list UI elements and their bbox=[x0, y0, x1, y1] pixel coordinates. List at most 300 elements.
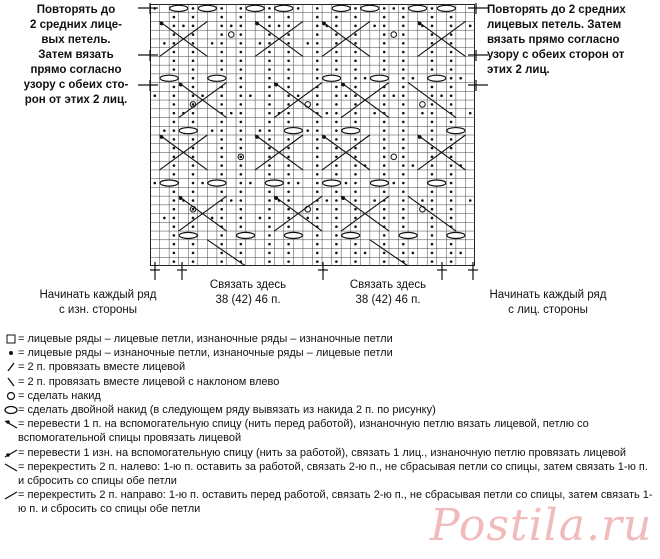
purl-dot bbox=[392, 182, 395, 185]
purl-dot bbox=[220, 164, 223, 167]
purl-dot bbox=[431, 199, 434, 202]
purl-dot bbox=[306, 217, 309, 220]
double-yo-mark bbox=[208, 180, 226, 186]
purl-dot bbox=[450, 51, 453, 54]
legend-row-double-yo bbox=[4, 403, 656, 417]
oval-icon bbox=[4, 403, 18, 417]
purl-dot bbox=[431, 103, 434, 106]
purl-dot bbox=[192, 112, 195, 115]
purl-dot bbox=[335, 33, 338, 36]
double-yo-mark bbox=[208, 75, 226, 81]
purl-dot bbox=[306, 129, 309, 132]
purl-dot bbox=[431, 121, 434, 124]
purl-dot bbox=[240, 217, 243, 220]
purl-dot bbox=[383, 33, 386, 36]
purl-dot bbox=[316, 234, 319, 237]
purl-dot bbox=[240, 147, 243, 150]
purl-dot bbox=[240, 199, 243, 202]
purl-dot bbox=[287, 121, 290, 124]
purl-dot bbox=[287, 42, 290, 45]
purl-dot bbox=[316, 103, 319, 106]
purl-dot bbox=[192, 199, 195, 202]
purl-dot bbox=[431, 33, 434, 36]
purl-dot bbox=[431, 51, 434, 54]
purl-dot bbox=[459, 252, 462, 255]
purl-dot bbox=[268, 138, 271, 141]
purl-dot bbox=[287, 33, 290, 36]
purl-dot bbox=[192, 7, 195, 10]
purl-dot bbox=[431, 94, 434, 97]
legend-row-cross-left bbox=[4, 460, 656, 488]
purl-dot bbox=[469, 25, 472, 28]
purl-dot bbox=[192, 225, 195, 228]
purl-dot bbox=[383, 217, 386, 220]
cross-dot-marker bbox=[160, 135, 164, 139]
purl-dot bbox=[402, 25, 405, 28]
purl-dot bbox=[220, 252, 223, 255]
purl-dot bbox=[173, 68, 176, 71]
purl-dot bbox=[335, 164, 338, 167]
purl-dot bbox=[192, 208, 195, 211]
purl-dot bbox=[373, 112, 376, 115]
purl-dot bbox=[211, 129, 214, 132]
purl-dot bbox=[383, 94, 386, 97]
purl-dot bbox=[220, 208, 223, 211]
purl-dot bbox=[450, 252, 453, 255]
purl-dot bbox=[316, 243, 319, 246]
purl-dot bbox=[240, 68, 243, 71]
purl-dot bbox=[354, 260, 357, 263]
purl-dot bbox=[268, 129, 271, 132]
purl-dot bbox=[431, 112, 434, 115]
purl-dot bbox=[402, 112, 405, 115]
purl-dot bbox=[402, 190, 405, 193]
purl-dot bbox=[335, 252, 338, 255]
purl-dot bbox=[402, 147, 405, 150]
purl-dot bbox=[402, 156, 405, 159]
purl-dot bbox=[192, 25, 195, 28]
purl-dot bbox=[192, 121, 195, 124]
purl-dot bbox=[316, 190, 319, 193]
purl-dot bbox=[431, 138, 434, 141]
purl-dot bbox=[354, 51, 357, 54]
purl-dot bbox=[287, 68, 290, 71]
purl-dot bbox=[316, 121, 319, 124]
double-yo-mark bbox=[198, 5, 216, 11]
purl-dot bbox=[402, 252, 405, 255]
purl-dot bbox=[220, 51, 223, 54]
purl-dot bbox=[354, 59, 357, 62]
purl-dot bbox=[450, 199, 453, 202]
purl-dot bbox=[335, 208, 338, 211]
purl-dot bbox=[354, 68, 357, 71]
purl-dot bbox=[354, 77, 357, 80]
purl-dot bbox=[297, 7, 300, 10]
purl-dot bbox=[383, 243, 386, 246]
purl-dot bbox=[240, 164, 243, 167]
purl-dot bbox=[240, 208, 243, 211]
purl-dot bbox=[192, 252, 195, 255]
purl-dot bbox=[373, 25, 376, 28]
purl-dot bbox=[402, 86, 405, 89]
purl-dot bbox=[450, 103, 453, 106]
purl-dot bbox=[268, 121, 271, 124]
purl-dot bbox=[335, 190, 338, 193]
cross-dot-marker bbox=[179, 83, 183, 87]
double-yo-mark bbox=[275, 5, 293, 11]
purl-dot bbox=[220, 260, 223, 263]
cross-dot-marker bbox=[274, 83, 278, 87]
knit-here-right-label: Связать здесь 38 (42) 46 п. bbox=[349, 279, 427, 306]
cross-dot-marker bbox=[255, 22, 259, 26]
purl-dot bbox=[383, 129, 386, 132]
purl-dot bbox=[450, 42, 453, 45]
purl-dot bbox=[287, 243, 290, 246]
purl-dot bbox=[268, 234, 271, 237]
purl-dot bbox=[316, 173, 319, 176]
purl-dot bbox=[402, 217, 405, 220]
double-yo-mark bbox=[428, 75, 446, 81]
purl-dot bbox=[192, 86, 195, 89]
purl-dot bbox=[240, 25, 243, 28]
purl-dot bbox=[335, 94, 338, 97]
purl-dot bbox=[402, 33, 405, 36]
purl-dot bbox=[240, 59, 243, 62]
purl-dot bbox=[220, 7, 223, 10]
double-yo-mark bbox=[370, 180, 388, 186]
purl-dot bbox=[240, 190, 243, 193]
watermark-logo: Postila.ru bbox=[430, 500, 653, 551]
purl-dot bbox=[383, 25, 386, 28]
legend-text: = сделать двойной накид (в следующем ряду вывязать из накида 2 п. по рисунку) bbox=[18, 404, 436, 417]
purl-dot bbox=[268, 51, 271, 54]
purl-dot bbox=[287, 164, 290, 167]
purl-dot bbox=[192, 156, 195, 159]
purl-dot bbox=[431, 68, 434, 71]
purl-dot bbox=[335, 103, 338, 106]
purl-dot bbox=[383, 16, 386, 19]
purl-dot bbox=[335, 217, 338, 220]
purl-dot bbox=[153, 7, 156, 10]
purl-dot bbox=[173, 16, 176, 19]
purl-dot bbox=[192, 164, 195, 167]
purl-dot bbox=[192, 138, 195, 141]
purl-dot bbox=[450, 260, 453, 263]
purl-dot bbox=[431, 260, 434, 263]
purl-dot bbox=[316, 260, 319, 263]
purl-dot bbox=[173, 51, 176, 54]
purl-dot bbox=[287, 16, 290, 19]
double-yo-mark bbox=[342, 232, 360, 238]
purl-dot bbox=[240, 138, 243, 141]
purl-dot bbox=[240, 103, 243, 106]
purl-dot bbox=[354, 42, 357, 45]
right-slash-icon bbox=[4, 360, 18, 374]
purl-dot bbox=[230, 112, 233, 115]
legend-row-k2tog bbox=[4, 360, 656, 374]
purl-dot bbox=[316, 16, 319, 19]
purl-dot bbox=[287, 59, 290, 62]
purl-dot bbox=[192, 77, 195, 80]
purl-dot bbox=[450, 33, 453, 36]
purl-dot bbox=[192, 103, 195, 106]
purl-dot bbox=[268, 208, 271, 211]
purl-dot bbox=[287, 86, 290, 89]
purl-dot bbox=[240, 173, 243, 176]
purl-dot bbox=[383, 7, 386, 10]
purl-dot bbox=[268, 112, 271, 115]
purl-dot bbox=[402, 16, 405, 19]
purl-dot bbox=[450, 156, 453, 159]
purl-dot bbox=[173, 138, 176, 141]
purl-dot bbox=[402, 103, 405, 106]
purl-dot bbox=[268, 103, 271, 106]
purl-dot bbox=[268, 77, 271, 80]
purl-dot bbox=[402, 138, 405, 141]
purl-dot bbox=[220, 156, 223, 159]
purl-dot bbox=[383, 234, 386, 237]
purl-dot bbox=[259, 42, 262, 45]
double-yo-mark bbox=[179, 128, 197, 134]
purl-dot bbox=[431, 59, 434, 62]
legend-row-purl bbox=[4, 346, 656, 360]
purl-dot bbox=[316, 164, 319, 167]
purl-dot bbox=[354, 173, 357, 176]
purl-dot bbox=[402, 173, 405, 176]
purl-dot bbox=[469, 199, 472, 202]
purl-dot bbox=[287, 51, 290, 54]
double-yo-mark bbox=[332, 5, 350, 11]
purl-dot bbox=[316, 208, 319, 211]
purl-dot bbox=[431, 42, 434, 45]
purl-dot bbox=[249, 182, 252, 185]
purl-dot bbox=[354, 94, 357, 97]
purl-dot bbox=[268, 68, 271, 71]
purl-dot bbox=[287, 225, 290, 228]
purl-dot bbox=[316, 59, 319, 62]
purl-dot bbox=[268, 147, 271, 150]
purl-dot bbox=[268, 59, 271, 62]
purl-dot bbox=[268, 25, 271, 28]
purl-dot bbox=[220, 234, 223, 237]
purl-dot bbox=[173, 243, 176, 246]
purl-dot bbox=[192, 217, 195, 220]
purl-dot bbox=[287, 252, 290, 255]
purl-dot bbox=[220, 103, 223, 106]
purl-dot bbox=[412, 164, 415, 167]
purl-dot bbox=[402, 121, 405, 124]
purl-dot bbox=[230, 199, 233, 202]
purl-dot bbox=[383, 138, 386, 141]
purl-dot bbox=[373, 199, 376, 202]
purl-dot bbox=[450, 182, 453, 185]
purl-dot bbox=[335, 112, 338, 115]
purl-dot bbox=[173, 190, 176, 193]
purl-dot bbox=[287, 260, 290, 263]
purl-dot bbox=[316, 42, 319, 45]
purl-dot bbox=[316, 33, 319, 36]
purl-dot bbox=[240, 16, 243, 19]
purl-dot bbox=[230, 25, 233, 28]
purl-dot bbox=[287, 156, 290, 159]
purl-dot bbox=[335, 59, 338, 62]
legend-row-cross-purl-left bbox=[4, 417, 656, 445]
purl-dot bbox=[354, 217, 357, 220]
purl-dot bbox=[287, 182, 290, 185]
double-yo-mark bbox=[265, 180, 283, 186]
double-yo-mark bbox=[399, 232, 417, 238]
purl-dot bbox=[354, 121, 357, 124]
purl-dot bbox=[354, 190, 357, 193]
purl-dot bbox=[316, 252, 319, 255]
purl-dot bbox=[402, 182, 405, 185]
purl-dot bbox=[297, 182, 300, 185]
purl-dot bbox=[412, 252, 415, 255]
purl-dot bbox=[431, 234, 434, 237]
purl-dot bbox=[173, 103, 176, 106]
purl-dot bbox=[240, 7, 243, 10]
start-wrong-side-label: Начинать каждый ряд с изн. стороны bbox=[39, 289, 157, 316]
purl-dot bbox=[268, 217, 271, 220]
double-yo-mark bbox=[246, 5, 264, 11]
cross-dot-marker bbox=[341, 83, 345, 87]
purl-dot bbox=[345, 94, 348, 97]
purl-dot bbox=[431, 25, 434, 28]
purl-dot bbox=[392, 7, 395, 10]
purl-dot bbox=[211, 42, 214, 45]
purl-dot bbox=[278, 25, 281, 28]
double-yo-mark bbox=[428, 180, 446, 186]
purl-dot bbox=[383, 208, 386, 211]
purl-dot bbox=[450, 243, 453, 246]
purl-dot bbox=[259, 217, 262, 220]
purl-dot bbox=[450, 217, 453, 220]
legend-row-cross-purl-right bbox=[4, 446, 656, 460]
purl-dot bbox=[287, 147, 290, 150]
purl-dot bbox=[173, 121, 176, 124]
purl-dot bbox=[201, 182, 204, 185]
purl-dot bbox=[268, 156, 271, 159]
purl-dot bbox=[173, 199, 176, 202]
double-yo-mark bbox=[284, 232, 302, 238]
purl-dot bbox=[220, 59, 223, 62]
purl-dot bbox=[326, 112, 329, 115]
legend-text: = лицевые ряды – изнаночные петли, изнаночные ряды – лицевые петли bbox=[18, 347, 393, 360]
purl-dot bbox=[249, 94, 252, 97]
purl-dot bbox=[192, 42, 195, 45]
purl-dot bbox=[335, 156, 338, 159]
purl-dot bbox=[173, 217, 176, 220]
purl-dot bbox=[240, 86, 243, 89]
purl-dot bbox=[335, 260, 338, 263]
purl-dot bbox=[192, 260, 195, 263]
purl-dot bbox=[335, 147, 338, 150]
purl-dot bbox=[431, 147, 434, 150]
purl-dot bbox=[173, 156, 176, 159]
purl-dot bbox=[392, 94, 395, 97]
purl-dot bbox=[220, 25, 223, 28]
purl-dot bbox=[402, 68, 405, 71]
purl-dot bbox=[354, 243, 357, 246]
purl-dot bbox=[335, 86, 338, 89]
purl-dot bbox=[173, 225, 176, 228]
purl-dot bbox=[287, 77, 290, 80]
purl-dot bbox=[354, 225, 357, 228]
purl-dot bbox=[173, 33, 176, 36]
purl-dot bbox=[421, 199, 424, 202]
purl-dot bbox=[335, 68, 338, 71]
double-yo-mark bbox=[437, 5, 455, 11]
purl-dot bbox=[268, 7, 271, 10]
cross-dot-marker bbox=[179, 196, 183, 200]
dot-icon bbox=[4, 346, 18, 360]
legend-row-yo bbox=[4, 389, 656, 403]
double-yo-mark bbox=[170, 5, 188, 11]
cross-dot-marker bbox=[418, 22, 422, 26]
purl-dot bbox=[431, 129, 434, 132]
knit-here-left-label: Связать здесь 38 (42) 46 п. bbox=[209, 279, 287, 306]
purl-dot bbox=[173, 147, 176, 150]
purl-dot bbox=[335, 173, 338, 176]
legend-text: = перевести 1 п. на вспомогательную спицу (нить перед работой), изнаночную петлю вязать лицевой, петлю со вспомогательной спицы провязать лицевой bbox=[18, 418, 589, 445]
purl-dot bbox=[450, 164, 453, 167]
purl-dot bbox=[173, 86, 176, 89]
purl-dot bbox=[364, 77, 367, 80]
purl-dot bbox=[316, 68, 319, 71]
purl-dot bbox=[383, 59, 386, 62]
double-yo-mark bbox=[179, 232, 197, 238]
purl-dot bbox=[297, 94, 300, 97]
purl-dot bbox=[287, 208, 290, 211]
square-icon bbox=[4, 332, 18, 346]
purl-dot bbox=[259, 129, 262, 132]
purl-dot bbox=[287, 112, 290, 115]
purl-dot bbox=[163, 42, 166, 45]
purl-dot bbox=[173, 252, 176, 255]
legend-row-ssk bbox=[4, 375, 656, 389]
purl-dot bbox=[421, 112, 424, 115]
purl-dot bbox=[173, 164, 176, 167]
purl-dot bbox=[364, 252, 367, 255]
purl-dot bbox=[402, 7, 405, 10]
purl-dot bbox=[182, 25, 185, 28]
purl-dot bbox=[240, 112, 243, 115]
purl-dot bbox=[383, 51, 386, 54]
purl-dot bbox=[220, 243, 223, 246]
purl-dot bbox=[354, 147, 357, 150]
purl-dot bbox=[354, 182, 357, 185]
purl-dot bbox=[354, 86, 357, 89]
cross-dot-marker bbox=[341, 196, 345, 200]
purl-dot bbox=[201, 94, 204, 97]
purl-dot bbox=[450, 208, 453, 211]
purl-dot bbox=[450, 173, 453, 176]
purl-dot bbox=[459, 77, 462, 80]
purl-dot bbox=[402, 243, 405, 246]
purl-dot bbox=[402, 225, 405, 228]
purl-dot bbox=[326, 199, 329, 202]
purl-dot bbox=[431, 225, 434, 228]
purl-dot bbox=[335, 121, 338, 124]
purl-dot bbox=[192, 243, 195, 246]
cross-dot-marker bbox=[322, 22, 326, 26]
double-yo-mark bbox=[447, 128, 465, 134]
purl-dot bbox=[240, 129, 243, 132]
purl-dot bbox=[240, 182, 243, 185]
purl-dot bbox=[316, 51, 319, 54]
purl-dot bbox=[316, 7, 319, 10]
purl-dot bbox=[240, 252, 243, 255]
